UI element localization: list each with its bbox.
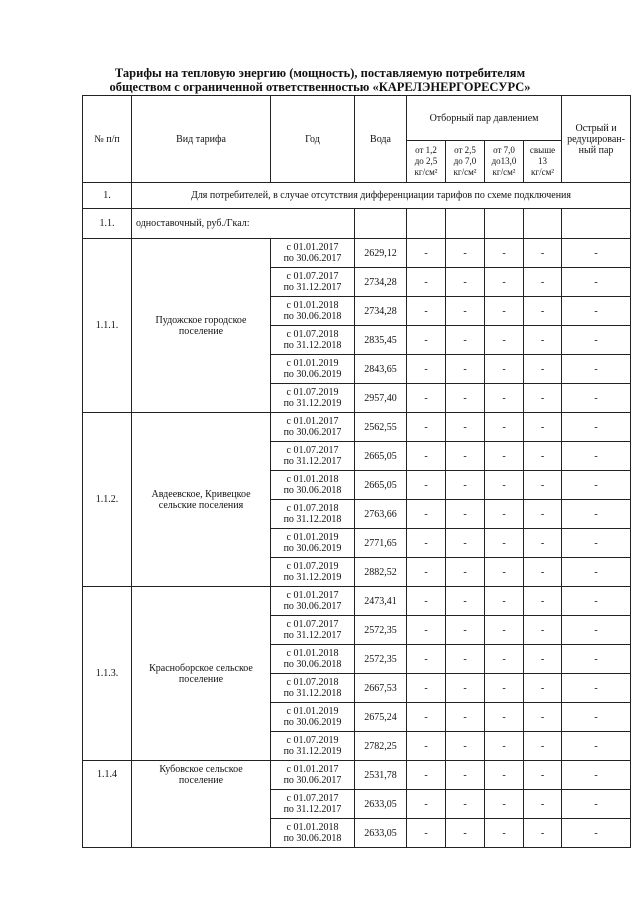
header-pressure-4 — [524, 141, 562, 183]
period-start: с 01.01.2019 — [286, 706, 339, 717]
period-end: по 30.06.2018 — [283, 485, 342, 496]
water-tariff-value: 2473,41 — [355, 587, 407, 616]
dash-cell: - — [524, 558, 562, 587]
water-tariff-value: 2734,28 — [355, 268, 407, 297]
period-start: с 01.01.2019 — [286, 358, 339, 369]
empty-cell — [355, 209, 407, 239]
dash-cell: - — [485, 297, 524, 326]
dash-cell: - — [562, 471, 631, 500]
dash-cell: - — [407, 355, 446, 384]
period-end: по 30.06.2018 — [283, 659, 342, 670]
period-end: по 31.12.2018 — [283, 340, 342, 351]
period-end: по 30.06.2019 — [283, 717, 342, 728]
dash-cell: - — [407, 587, 446, 616]
header-pressure-1 — [407, 141, 446, 183]
header-p2-line-3: кг/см² — [453, 167, 477, 177]
dash-cell: - — [524, 616, 562, 645]
title-line-2: обществом с ограниченной ответственностью «КАРЕЛЭНЕРГОРЕСУРС» — [109, 80, 531, 94]
dash-cell: - — [407, 500, 446, 529]
header-year: Год — [271, 96, 355, 183]
period-start: с 01.07.2017 — [286, 445, 339, 456]
dash-cell: - — [562, 268, 631, 297]
period-start: с 01.01.2018 — [286, 474, 339, 485]
water-tariff-value: 2633,05 — [355, 790, 407, 819]
header-p3-line-1: от 7,0 — [493, 145, 515, 155]
subsection-num: 1.1. — [83, 209, 132, 239]
dash-cell: - — [524, 384, 562, 413]
dash-cell: - — [446, 732, 485, 761]
tariff-row — [83, 587, 631, 616]
dash-cell: - — [485, 442, 524, 471]
group-name — [132, 761, 271, 848]
dash-cell: - — [446, 442, 485, 471]
dash-cell: - — [407, 413, 446, 442]
dash-cell: - — [524, 674, 562, 703]
dash-cell: - — [407, 471, 446, 500]
period-start: с 01.07.2019 — [286, 387, 339, 398]
period-start: с 01.01.2019 — [286, 532, 339, 543]
dash-cell: - — [485, 471, 524, 500]
dash-cell: - — [485, 355, 524, 384]
title-line-1: Тарифы на тепловую энергию (мощность), поставляемую потребителям — [114, 66, 526, 80]
dash-cell: - — [407, 529, 446, 558]
dash-cell: - — [446, 558, 485, 587]
subsection-row-1-1 — [83, 209, 631, 239]
header-sharp-line-1: Острый и — [575, 122, 617, 134]
period-end: по 30.06.2017 — [283, 253, 342, 264]
tariff-row — [83, 761, 631, 790]
header-p3-line-2: до13,0 — [491, 156, 517, 166]
period-cell — [271, 703, 355, 732]
dash-cell: - — [407, 674, 446, 703]
header-p2-line-2: до 7,0 — [453, 156, 477, 166]
dash-cell: - — [485, 268, 524, 297]
dash-cell: - — [562, 326, 631, 355]
dash-cell: - — [446, 500, 485, 529]
water-tariff-value: 2734,28 — [355, 297, 407, 326]
group-name-line-1: Кубовское сельское — [159, 764, 243, 775]
dash-cell: - — [524, 355, 562, 384]
dash-cell: - — [562, 355, 631, 384]
period-cell — [271, 326, 355, 355]
dash-cell: - — [407, 326, 446, 355]
dash-cell: - — [446, 529, 485, 558]
group-name — [132, 587, 271, 761]
section-text: Для потребителей, в случае отсутствия дифференциации тарифов по схеме подключения — [132, 183, 631, 209]
water-tariff-value: 2665,05 — [355, 442, 407, 471]
water-tariff-value: 2562,55 — [355, 413, 407, 442]
dash-cell: - — [446, 471, 485, 500]
dash-cell: - — [562, 500, 631, 529]
header-row — [83, 96, 631, 141]
dash-cell: - — [485, 819, 524, 848]
period-start: с 01.01.2017 — [286, 242, 339, 253]
period-cell — [271, 268, 355, 297]
section-row-1 — [83, 183, 631, 209]
water-tariff-value: 2531,78 — [355, 761, 407, 790]
period-cell — [271, 819, 355, 848]
dash-cell: - — [446, 645, 485, 674]
period-start: с 01.01.2018 — [286, 648, 339, 659]
dash-cell: - — [524, 268, 562, 297]
water-tariff-value: 2782,25 — [355, 732, 407, 761]
dash-cell: - — [524, 732, 562, 761]
water-tariff-value: 2633,05 — [355, 819, 407, 848]
period-end: по 31.12.2019 — [283, 398, 342, 409]
period-end: по 30.06.2019 — [283, 543, 342, 554]
period-end: по 31.12.2018 — [283, 514, 342, 525]
dash-cell: - — [446, 326, 485, 355]
period-end: по 30.06.2019 — [283, 369, 342, 380]
dash-cell: - — [485, 732, 524, 761]
header-p4-line-2: 13 — [538, 156, 548, 166]
period-cell — [271, 471, 355, 500]
period-start: с 01.07.2018 — [286, 329, 339, 340]
period-end: по 31.12.2017 — [283, 456, 342, 467]
dash-cell: - — [485, 384, 524, 413]
water-tariff-value: 2665,05 — [355, 471, 407, 500]
period-cell — [271, 674, 355, 703]
period-end: по 31.12.2019 — [283, 746, 342, 757]
tariff-row — [83, 413, 631, 442]
period-start: с 01.07.2017 — [286, 619, 339, 630]
header-pressure-2 — [446, 141, 485, 183]
period-cell — [271, 558, 355, 587]
period-start: с 01.01.2017 — [286, 590, 339, 601]
dash-cell: - — [446, 790, 485, 819]
dash-cell: - — [446, 674, 485, 703]
dash-cell: - — [407, 268, 446, 297]
dash-cell: - — [562, 558, 631, 587]
period-end: по 31.12.2017 — [283, 282, 342, 293]
period-cell — [271, 761, 355, 790]
period-end: по 31.12.2019 — [283, 572, 342, 583]
dash-cell: - — [562, 616, 631, 645]
group-num: 1.1.1. — [83, 239, 132, 413]
header-sharp-steam — [562, 96, 631, 183]
dash-cell: - — [524, 239, 562, 268]
period-start: с 01.01.2018 — [286, 822, 339, 833]
dash-cell: - — [524, 413, 562, 442]
dash-cell: - — [407, 616, 446, 645]
dash-cell: - — [562, 442, 631, 471]
period-end: по 30.06.2017 — [283, 775, 342, 786]
period-start: с 01.01.2017 — [286, 764, 339, 775]
group-num: 1.1.2. — [83, 413, 132, 587]
header-water: Вода — [355, 96, 407, 183]
dash-cell: - — [485, 703, 524, 732]
water-tariff-value: 2763,66 — [355, 500, 407, 529]
group-name-line-2: сельские поселения — [158, 499, 244, 511]
group-num: 1.1.3. — [83, 587, 132, 761]
header-steam: Отборный пар давлением — [407, 96, 562, 141]
dash-cell: - — [562, 587, 631, 616]
dash-cell: - — [485, 790, 524, 819]
dash-cell: - — [485, 587, 524, 616]
dash-cell: - — [562, 674, 631, 703]
dash-cell: - — [562, 761, 631, 790]
period-cell — [271, 790, 355, 819]
dash-cell: - — [485, 529, 524, 558]
header-type: Вид тарифа — [132, 96, 271, 183]
dash-cell: - — [524, 645, 562, 674]
dash-cell: - — [562, 529, 631, 558]
header-pressure-3 — [485, 141, 524, 183]
group-name-line-2: поселение — [178, 325, 224, 337]
dash-cell: - — [446, 703, 485, 732]
dash-cell: - — [524, 442, 562, 471]
period-start: с 01.07.2017 — [286, 271, 339, 282]
dash-cell: - — [562, 703, 631, 732]
header-p4-line-3: кг/см² — [531, 167, 554, 177]
dash-cell: - — [562, 413, 631, 442]
dash-cell: - — [524, 703, 562, 732]
header-p3-line-3: кг/см² — [492, 167, 516, 177]
header-p1-line-2: до 2,5 — [414, 156, 438, 166]
dash-cell: - — [562, 790, 631, 819]
period-end: по 31.12.2017 — [283, 804, 342, 815]
dash-cell: - — [524, 529, 562, 558]
group-num: 1.1.4 — [83, 761, 132, 848]
empty-cell — [562, 209, 631, 239]
dash-cell: - — [485, 326, 524, 355]
period-cell — [271, 384, 355, 413]
dash-cell: - — [446, 819, 485, 848]
dash-cell: - — [446, 587, 485, 616]
dash-cell: - — [407, 703, 446, 732]
dash-cell: - — [524, 819, 562, 848]
period-cell — [271, 239, 355, 268]
empty-cell — [407, 209, 446, 239]
period-cell — [271, 297, 355, 326]
period-cell — [271, 355, 355, 384]
header-p2-line-1: от 2,5 — [454, 145, 476, 155]
period-start: с 01.07.2017 — [286, 793, 339, 804]
dash-cell: - — [446, 413, 485, 442]
header-p4-line-1: свыше — [529, 145, 556, 155]
period-cell — [271, 413, 355, 442]
dash-cell: - — [446, 616, 485, 645]
dash-cell: - — [407, 442, 446, 471]
dash-cell: - — [407, 645, 446, 674]
dash-cell: - — [524, 297, 562, 326]
dash-cell: - — [407, 297, 446, 326]
dash-cell: - — [407, 239, 446, 268]
period-start: с 01.07.2019 — [286, 561, 339, 572]
water-tariff-value: 2882,52 — [355, 558, 407, 587]
dash-cell: - — [446, 239, 485, 268]
section-num: 1. — [83, 183, 132, 209]
dash-cell: - — [562, 645, 631, 674]
period-start: с 01.07.2019 — [286, 735, 339, 746]
tariff-row — [83, 239, 631, 268]
dash-cell: - — [524, 500, 562, 529]
period-cell — [271, 442, 355, 471]
dash-cell: - — [485, 616, 524, 645]
water-tariff-value: 2572,35 — [355, 616, 407, 645]
dash-cell: - — [446, 355, 485, 384]
dash-cell: - — [524, 326, 562, 355]
period-cell — [271, 587, 355, 616]
period-start: с 01.01.2017 — [286, 416, 339, 427]
water-tariff-value: 2957,40 — [355, 384, 407, 413]
header-p1-line-3: кг/см² — [414, 167, 438, 177]
subsection-text: одноставочный, руб./Гкал: — [132, 209, 355, 239]
dash-cell: - — [485, 239, 524, 268]
water-tariff-value: 2675,24 — [355, 703, 407, 732]
dash-cell: - — [524, 587, 562, 616]
dash-cell: - — [524, 790, 562, 819]
dash-cell: - — [407, 761, 446, 790]
period-end: по 30.06.2017 — [283, 427, 342, 438]
tariff-table — [82, 95, 631, 848]
dash-cell: - — [562, 297, 631, 326]
water-tariff-value: 2835,45 — [355, 326, 407, 355]
period-cell — [271, 645, 355, 674]
water-tariff-value: 2771,65 — [355, 529, 407, 558]
period-end: по 30.06.2018 — [283, 311, 342, 322]
group-name-line-1: Красноборское сельское — [149, 662, 253, 674]
group-name-line-1: Авдеевское, Кривецкое — [151, 488, 251, 500]
dash-cell: - — [485, 500, 524, 529]
document-title — [0, 66, 640, 94]
empty-cell — [446, 209, 485, 239]
group-name — [132, 239, 271, 413]
period-end: по 30.06.2017 — [283, 601, 342, 612]
dash-cell: - — [524, 471, 562, 500]
dash-cell: - — [562, 819, 631, 848]
dash-cell: - — [446, 384, 485, 413]
empty-cell — [524, 209, 562, 239]
empty-cell — [485, 209, 524, 239]
group-name-line-1: Пудожское городское — [155, 314, 247, 326]
dash-cell: - — [407, 819, 446, 848]
water-tariff-value: 2843,65 — [355, 355, 407, 384]
dash-cell: - — [446, 297, 485, 326]
header-p1-line-1: от 1,2 — [415, 145, 437, 155]
dash-cell: - — [562, 239, 631, 268]
dash-cell: - — [485, 645, 524, 674]
dash-cell: - — [485, 558, 524, 587]
period-cell — [271, 616, 355, 645]
dash-cell: - — [407, 558, 446, 587]
period-cell — [271, 732, 355, 761]
dash-cell: - — [446, 268, 485, 297]
group-name — [132, 413, 271, 587]
period-start: с 01.07.2018 — [286, 503, 339, 514]
header-num: № п/п — [83, 96, 132, 183]
dash-cell: - — [407, 790, 446, 819]
group-name-line-2: поселение — [178, 673, 224, 685]
water-tariff-value: 2572,35 — [355, 645, 407, 674]
period-cell — [271, 500, 355, 529]
water-tariff-value: 2667,53 — [355, 674, 407, 703]
dash-cell: - — [485, 761, 524, 790]
water-tariff-value: 2629,12 — [355, 239, 407, 268]
period-end: по 31.12.2017 — [283, 630, 342, 641]
dash-cell: - — [524, 761, 562, 790]
dash-cell: - — [562, 384, 631, 413]
period-end: по 31.12.2018 — [283, 688, 342, 699]
dash-cell: - — [485, 413, 524, 442]
dash-cell: - — [407, 384, 446, 413]
dash-cell: - — [407, 732, 446, 761]
period-start: с 01.01.2018 — [286, 300, 339, 311]
period-cell — [271, 529, 355, 558]
period-start: с 01.07.2018 — [286, 677, 339, 688]
dash-cell: - — [485, 674, 524, 703]
header-sharp-line-2: редуцирован- — [567, 133, 625, 145]
group-name-line-2: поселение — [178, 775, 224, 786]
dash-cell: - — [446, 761, 485, 790]
header-sharp-line-3: ный пар — [578, 144, 614, 156]
period-end: по 30.06.2018 — [283, 833, 342, 844]
dash-cell: - — [562, 732, 631, 761]
